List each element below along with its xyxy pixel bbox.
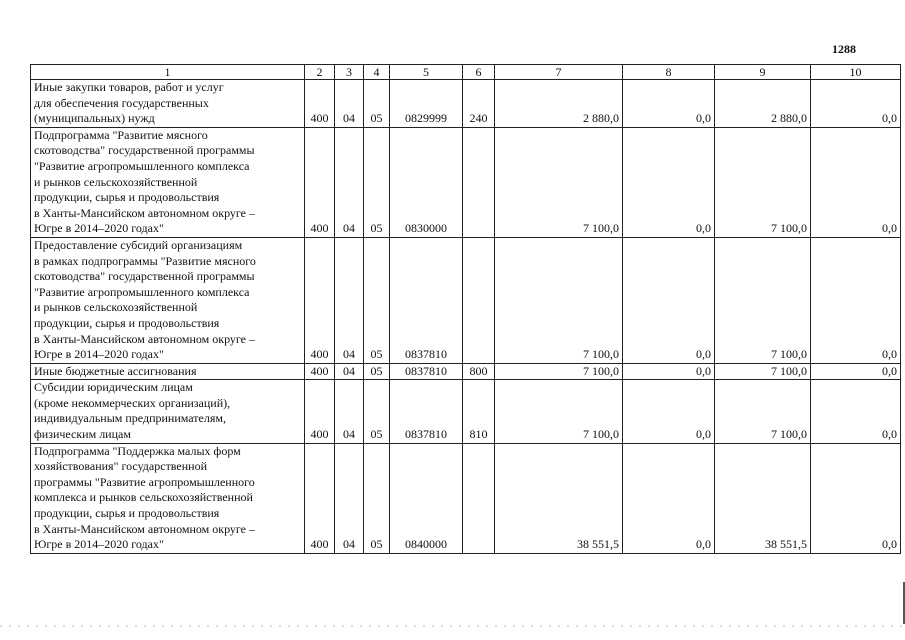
row-value-cell: 0,0 <box>623 363 715 380</box>
table-row <box>31 237 901 363</box>
row-value-cell: 05 <box>364 363 390 380</box>
table-row <box>31 443 901 553</box>
row-name-cell: Предоставление субсидий организациям в рамках подпрограммы "Развитие мясного скотоводства" государственной программы "Развитие агропромышленного комплекса и рынков сельскохозяйственной продукции, сырья и продовольствия в Ханты-Мансийском автономном округе – Югре в 2014–2020 годах" <box>31 237 305 363</box>
row-value-cell: 0829999 <box>390 80 463 128</box>
row-value-cell: 400 <box>305 443 335 553</box>
row-value-cell: 2 880,0 <box>495 80 623 128</box>
row-value-cell: 7 100,0 <box>495 127 623 237</box>
row-value-cell: 7 100,0 <box>495 363 623 380</box>
row-value-cell: 04 <box>335 127 364 237</box>
row-name-cell: Подпрограмма "Развитие мясного скотоводства" государственной программы "Развитие агропромышленного комплекса и рынков сельскохозяйственной продукции, сырья и продовольствия в Ханты-Мансийском автономном округе – Югре в 2014–2020 годах" <box>31 127 305 237</box>
row-value-cell: 04 <box>335 363 364 380</box>
row-value-cell: 0840000 <box>390 443 463 553</box>
row-value-cell: 800 <box>463 363 495 380</box>
table-header-row <box>31 65 901 80</box>
row-name-cell: Подпрограмма "Поддержка малых форм хозяйствования" государственной программы "Развитие агропромышленного комплекса и рынков сельскохозяйственной продукции, сырья и продовольствия в Ханты-Мансийском автономном округе – Югре в 2014–2020 годах" <box>31 443 305 553</box>
row-value-cell: 0,0 <box>623 237 715 363</box>
row-value-cell: 38 551,5 <box>715 443 811 553</box>
row-value-cell: 0,0 <box>811 380 901 443</box>
row-value-cell: 810 <box>463 380 495 443</box>
row-value-cell: 0,0 <box>623 80 715 128</box>
row-value-cell: 04 <box>335 80 364 128</box>
column-header: 1 <box>31 65 305 80</box>
row-value-cell: 7 100,0 <box>715 237 811 363</box>
row-value-cell: 04 <box>335 380 364 443</box>
row-value-cell: 05 <box>364 80 390 128</box>
row-name-cell: Субсидии юридическим лицам (кроме некоммерческих организаций), индивидуальным предпринимателям, физическим лицам <box>31 380 305 443</box>
page-number: 1288 <box>832 42 856 56</box>
row-value-cell: 0,0 <box>811 80 901 128</box>
column-header: 3 <box>335 65 364 80</box>
row-value-cell: 38 551,5 <box>495 443 623 553</box>
row-value-cell: 05 <box>364 127 390 237</box>
row-value-cell: 0,0 <box>811 363 901 380</box>
row-value-cell: 400 <box>305 380 335 443</box>
row-name-cell: Иные закупки товаров, работ и услуг для обеспечения государственных (муниципальных) нужд <box>31 80 305 128</box>
row-value-cell: 400 <box>305 237 335 363</box>
column-header: 4 <box>364 65 390 80</box>
row-value-cell: 0837810 <box>390 380 463 443</box>
column-header: 10 <box>811 65 901 80</box>
table-row <box>31 363 901 380</box>
column-header: 6 <box>463 65 495 80</box>
column-header: 9 <box>715 65 811 80</box>
row-value-cell: 7 100,0 <box>495 237 623 363</box>
scan-speckles <box>0 625 905 627</box>
row-value-cell: 2 880,0 <box>715 80 811 128</box>
row-name-cell: Иные бюджетные ассигнования <box>31 363 305 380</box>
row-value-cell: 240 <box>463 80 495 128</box>
table-row <box>31 380 901 443</box>
row-value-cell <box>463 443 495 553</box>
row-value-cell: 0,0 <box>623 443 715 553</box>
row-value-cell: 0837810 <box>390 363 463 380</box>
row-value-cell: 0,0 <box>811 443 901 553</box>
row-value-cell: 05 <box>364 380 390 443</box>
row-value-cell: 0,0 <box>811 237 901 363</box>
column-header: 2 <box>305 65 335 80</box>
row-value-cell: 400 <box>305 127 335 237</box>
row-value-cell: 05 <box>364 237 390 363</box>
row-value-cell: 04 <box>335 443 364 553</box>
row-value-cell: 7 100,0 <box>715 127 811 237</box>
row-value-cell: 0,0 <box>623 127 715 237</box>
row-value-cell <box>463 127 495 237</box>
row-value-cell: 400 <box>305 363 335 380</box>
row-value-cell: 0837810 <box>390 237 463 363</box>
row-value-cell: 400 <box>305 80 335 128</box>
row-value-cell: 7 100,0 <box>715 363 811 380</box>
row-value-cell: 7 100,0 <box>715 380 811 443</box>
row-value-cell <box>463 237 495 363</box>
row-value-cell: 0830000 <box>390 127 463 237</box>
table-row <box>31 80 901 128</box>
table-row <box>31 127 901 237</box>
budget-table <box>30 64 901 554</box>
row-value-cell: 04 <box>335 237 364 363</box>
row-value-cell: 0,0 <box>811 127 901 237</box>
row-value-cell: 0,0 <box>623 380 715 443</box>
row-value-cell: 7 100,0 <box>495 380 623 443</box>
column-header: 5 <box>390 65 463 80</box>
column-header: 8 <box>623 65 715 80</box>
row-value-cell: 05 <box>364 443 390 553</box>
column-header: 7 <box>495 65 623 80</box>
